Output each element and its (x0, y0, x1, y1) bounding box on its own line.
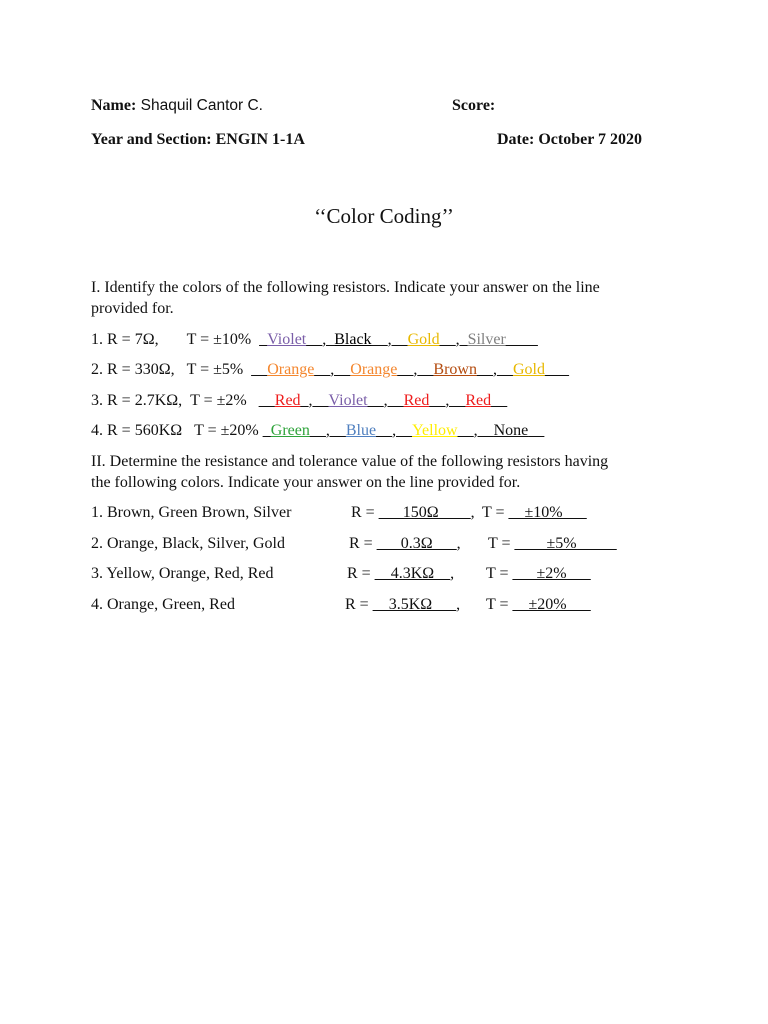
name-label: Name: (91, 97, 137, 114)
part2-item-colors: 4. Orange, Green, Red (91, 596, 235, 613)
date-label: Date: (497, 131, 535, 148)
answer-blank: __ (491, 392, 508, 409)
color-answer: None (493, 422, 529, 439)
color-answer: Red (274, 392, 301, 409)
part2-item-tolerance (482, 503, 587, 523)
answer-blank: ,__ (387, 331, 408, 348)
answer-blank: ,__ (392, 422, 413, 439)
color-answer: Orange (350, 361, 398, 378)
answer-blank: _ (262, 422, 271, 439)
color-answer: Black (334, 331, 372, 348)
part2-instruction-line2: the following colors. Indicate your answer on the line provided for. (91, 474, 521, 491)
answer-blank: ,__ (473, 422, 494, 439)
resistance-value: ___150Ω____ (378, 504, 471, 521)
color-answer: Silver (467, 331, 506, 348)
resistance-label: R = (345, 596, 373, 613)
answer-blank: __ (367, 392, 384, 409)
color-answer: Red (465, 392, 492, 409)
resistance-label: R = (347, 565, 375, 582)
part2-item-colors: 1. Brown, Green Brown, Silver (91, 504, 292, 521)
part1-instruction-line2: provided for. (91, 300, 174, 317)
answer-blank: ,__ (383, 392, 404, 409)
resistance-value: __4.3KΩ__ (374, 565, 451, 582)
date-line (497, 130, 642, 150)
answer-blank: __ (306, 331, 323, 348)
part2-item-colors: 2. Orange, Black, Silver, Gold (91, 535, 285, 552)
answer-blank: __ (397, 361, 414, 378)
part1-item (91, 391, 507, 411)
tolerance-value: ___±2%___ (512, 565, 591, 582)
name-line (91, 96, 263, 116)
part2-item-tolerance (486, 595, 591, 615)
color-answer: Violet (328, 392, 368, 409)
resistance-value: ___0.3Ω___ (376, 535, 457, 552)
answer-blank: __ (251, 361, 268, 378)
separator: , (456, 596, 461, 613)
answer-blank: ____ (505, 331, 538, 348)
answer-blank: __ (457, 422, 474, 439)
part2-item-colors: 3. Yellow, Orange, Red, Red (91, 565, 274, 582)
answer-blank: ,_ (322, 331, 335, 348)
date-value: October 7 2020 (534, 131, 642, 148)
resistance-value: __3.5KΩ___ (372, 596, 457, 613)
answer-blank: ,_ (455, 331, 468, 348)
separator: , (470, 504, 475, 521)
answer-blank: _ (300, 392, 309, 409)
answer-blank: __ (528, 422, 545, 439)
answer-blank: ___ (544, 361, 569, 378)
part1-item-prefix: 4. R = 560KΩ T = ±20% (91, 422, 263, 439)
answer-blank: __ (258, 392, 275, 409)
part1-item (91, 421, 544, 441)
part1-item-prefix: 3. R = 2.7KΩ, T = ±2% (91, 392, 259, 409)
part1-item-prefix: 2. R = 330Ω, T = ±5% (91, 361, 252, 378)
answer-blank: __ (309, 422, 326, 439)
part2-item-resistance (351, 503, 475, 523)
year-section-label: Year and Section: (91, 131, 212, 148)
answer-blank: ,__ (325, 422, 346, 439)
score-label: Score: (452, 97, 496, 114)
answer-blank: __ (439, 331, 456, 348)
tolerance-label: T = (486, 596, 513, 613)
part2-item-resistance (345, 595, 460, 615)
part2-item-resistance (349, 534, 461, 554)
part2-item-tolerance (488, 534, 617, 554)
year-section-line (91, 130, 305, 150)
tolerance-value: __±20%___ (512, 596, 591, 613)
page-title: ‘‘Color Coding’’ (314, 204, 454, 228)
color-answer: Gold (407, 331, 440, 348)
color-answer: Brown (433, 361, 477, 378)
separator: , (456, 535, 461, 552)
part1-item (91, 360, 569, 380)
answer-blank: ,__ (308, 392, 329, 409)
tolerance-value: __±10%___ (508, 504, 587, 521)
answer-blank: __ (314, 361, 331, 378)
part2-item-resistance (347, 564, 454, 584)
answer-blank: ,__ (445, 392, 466, 409)
resistance-label: R = (349, 535, 377, 552)
answer-blank: __ (371, 331, 388, 348)
color-answer: Orange (267, 361, 315, 378)
answer-blank: ,__ (330, 361, 351, 378)
part1-instruction-line1: I. Identify the colors of the following resistors. Indicate your answer on the line (91, 279, 600, 296)
color-answer: Blue (345, 422, 377, 439)
color-answer: Gold (512, 361, 545, 378)
answer-blank: ,__ (413, 361, 434, 378)
answer-blank: __ (376, 422, 393, 439)
tolerance-label: T = (482, 504, 509, 521)
color-answer: Yellow (412, 422, 458, 439)
part1-item-prefix: 1. R = 7Ω, T = ±10% (91, 331, 260, 348)
color-answer: Violet (267, 331, 307, 348)
tolerance-value: ____±5%_____ (514, 535, 617, 552)
year-section-value: ENGIN 1-1A (211, 131, 305, 148)
tolerance-label: T = (486, 565, 513, 582)
tolerance-label: T = (488, 535, 515, 552)
part2-instruction-line1: II. Determine the resistance and tolerance value of the following resistors having (91, 453, 609, 470)
answer-blank: __ (429, 392, 446, 409)
part1-item (91, 330, 538, 350)
answer-blank: __ (476, 361, 493, 378)
name-value: Shaquil Cantor C. (136, 97, 263, 114)
color-answer: Red (403, 392, 430, 409)
color-answer: Green (270, 422, 310, 439)
answer-blank: ,__ (492, 361, 513, 378)
resistance-label: R = (351, 504, 379, 521)
answer-blank: _ (259, 331, 268, 348)
separator: , (450, 565, 455, 582)
part2-item-tolerance (486, 564, 591, 584)
